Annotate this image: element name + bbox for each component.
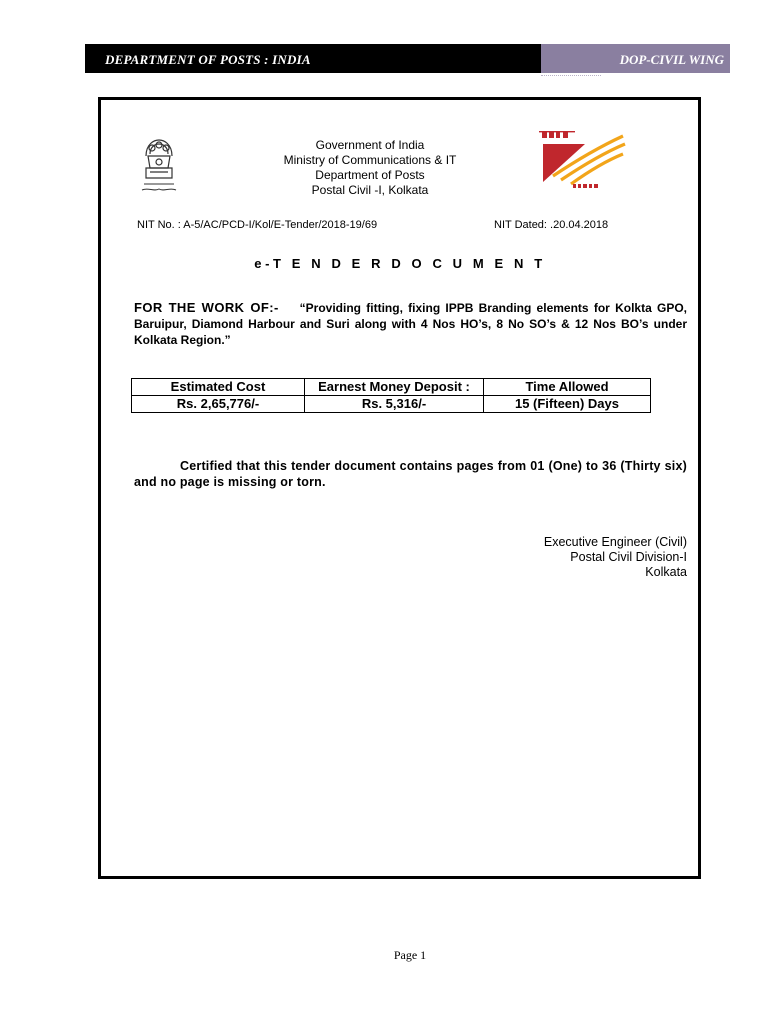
govt-line-1: Government of India	[315, 138, 425, 152]
value-earnest-money: Rs. 5,316/-	[305, 396, 484, 413]
header-estimated-cost: Estimated Cost	[132, 379, 305, 396]
value-estimated-cost: Rs. 2,65,776/-	[132, 396, 305, 413]
signatory-division: Postal Civil Division-I	[570, 550, 687, 564]
table-header-row	[132, 379, 651, 396]
govt-line-4: Postal Civil -I, Kolkata	[311, 183, 429, 197]
work-text: “Providing fitting, fixing IPPB Branding elements for Kolkta GPO, Baruipur, Diamond Harbour and Suri along with 4 Nos HO’s, 8 No SO’s & 12 Nos BO’s under Kolkata Region.”	[134, 301, 687, 347]
cost-table	[131, 378, 651, 413]
header-wing-title: DOP-CIVIL WING	[541, 44, 730, 73]
nit-date: NIT Dated: .20.04.2018	[494, 219, 609, 231]
value-time-allowed: 15 (Fifteen) Days	[484, 396, 651, 413]
government-address-block	[250, 138, 490, 198]
table-value-row	[132, 396, 651, 413]
page-number: Page 1	[393, 948, 427, 962]
govt-line-2: Ministry of Communications & IT	[283, 153, 457, 167]
certification-statement: Certified that this tender document contains pages from 01 (One) to 36 (Thirty six) and no page is missing or torn.	[134, 459, 687, 489]
document-title: e-T E N D E R D O C U M E N T	[254, 256, 546, 271]
national-emblem-icon	[136, 134, 182, 196]
nit-number: NIT No. : A-5/AC/PCD-I/Kol/E-Tender/2018-19/69	[137, 219, 378, 231]
work-lead-label: FOR THE WORK OF:-	[134, 300, 279, 315]
header-time-allowed: Time Allowed	[484, 379, 651, 396]
signatory-city: Kolkata	[645, 565, 687, 579]
header-department-title: DEPARTMENT OF POSTS : INDIA	[85, 44, 541, 73]
certification-text	[134, 458, 687, 490]
signatory-block	[544, 535, 687, 580]
signatory-designation: Executive Engineer (Civil)	[543, 535, 687, 549]
india-post-logo	[527, 130, 627, 192]
govt-line-3: Department of Posts	[315, 168, 425, 182]
header-earnest-money: Earnest Money Deposit :	[305, 379, 484, 396]
work-description	[134, 300, 687, 348]
header-divider	[541, 73, 601, 76]
